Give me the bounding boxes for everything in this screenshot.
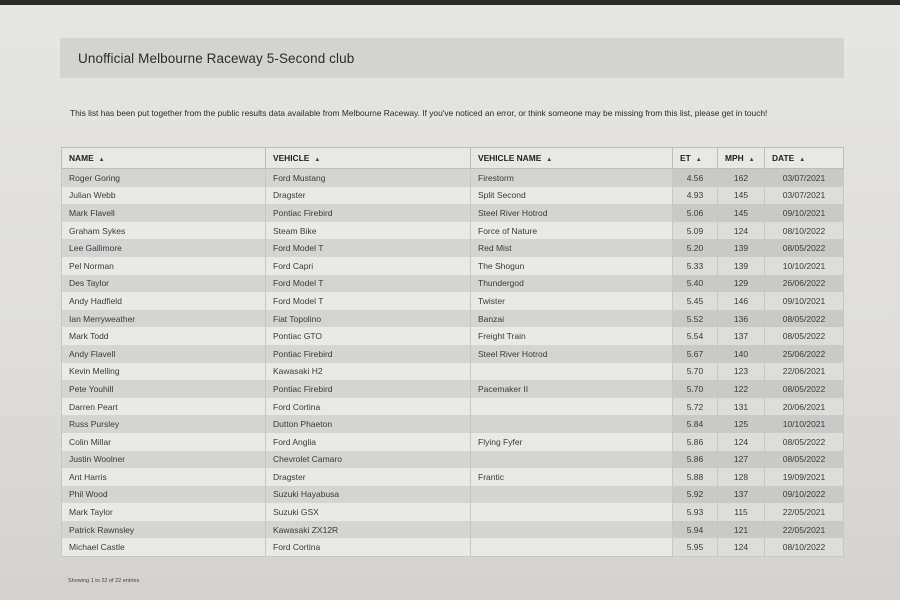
cell-mph: 124 — [718, 433, 765, 451]
cell-vehicle-name — [471, 503, 673, 521]
cell-et: 5.70 — [673, 363, 718, 381]
cell-date: 25/06/2022 — [765, 345, 844, 363]
cell-vehicle: Dragster — [266, 187, 471, 205]
cell-vehicle: Chevrolet Camaro — [266, 451, 471, 469]
cell-mph: 123 — [718, 363, 765, 381]
cell-vehicle-name: Steel River Hotrod — [471, 345, 673, 363]
cell-vehicle: Pontiac Firebird — [266, 345, 471, 363]
cell-name: Graham Sykes — [62, 222, 266, 240]
table-row — [62, 275, 844, 293]
cell-et: 5.45 — [673, 292, 718, 310]
cell-date: 03/07/2021 — [765, 169, 844, 187]
cell-et: 5.67 — [673, 345, 718, 363]
cell-name: Justin Woolner — [62, 451, 266, 469]
cell-vehicle-name: Pacemaker II — [471, 380, 673, 398]
cell-mph: 145 — [718, 204, 765, 222]
cell-et: 4.93 — [673, 187, 718, 205]
cell-et: 5.92 — [673, 486, 718, 504]
column-header-vehicle[interactable]: VEHICLE ▲ — [266, 148, 471, 169]
table-row — [62, 169, 844, 187]
table-info: Showing 1 to 22 of 22 entries — [68, 578, 140, 584]
cell-mph: 136 — [718, 310, 765, 328]
cell-et: 4.56 — [673, 169, 718, 187]
top-bezel — [0, 0, 900, 5]
cell-et: 5.06 — [673, 204, 718, 222]
cell-mph: 129 — [718, 275, 765, 293]
cell-name: Russ Pursley — [62, 415, 266, 433]
cell-vehicle-name — [471, 398, 673, 416]
cell-et: 5.88 — [673, 468, 718, 486]
cell-date: 08/05/2022 — [765, 380, 844, 398]
sort-icon: ▲ — [748, 157, 755, 163]
cell-et: 5.20 — [673, 239, 718, 257]
cell-vehicle-name: Twister — [471, 292, 673, 310]
cell-name: Andy Hadfield — [62, 292, 266, 310]
cell-date: 08/10/2022 — [765, 538, 844, 556]
table-row — [62, 239, 844, 257]
table-row — [62, 345, 844, 363]
table-row — [62, 257, 844, 275]
cell-mph: 137 — [718, 327, 765, 345]
cell-mph: 124 — [718, 538, 765, 556]
cell-vehicle-name — [471, 363, 673, 381]
cell-vehicle-name: Thundergod — [471, 275, 673, 293]
cell-vehicle-name: The Shogun — [471, 257, 673, 275]
cell-date: 20/06/2021 — [765, 398, 844, 416]
cell-date: 08/05/2022 — [765, 327, 844, 345]
cell-mph: 146 — [718, 292, 765, 310]
table-row — [62, 415, 844, 433]
cell-vehicle-name: Frantic — [471, 468, 673, 486]
cell-date: 10/10/2021 — [765, 415, 844, 433]
table-row — [62, 380, 844, 398]
cell-name: Ian Merryweather — [62, 310, 266, 328]
cell-vehicle: Suzuki Hayabusa — [266, 486, 471, 504]
cell-date: 10/10/2021 — [765, 257, 844, 275]
table-row — [62, 398, 844, 416]
sort-icon: ▲ — [314, 157, 321, 163]
cell-date: 03/07/2021 — [765, 187, 844, 205]
cell-mph: 145 — [718, 187, 765, 205]
cell-vehicle: Ford Capri — [266, 257, 471, 275]
cell-mph: 122 — [718, 380, 765, 398]
column-header-date[interactable]: DATE ▲ — [765, 148, 844, 169]
table-row — [62, 187, 844, 205]
cell-name: Michael Castle — [62, 538, 266, 556]
cell-vehicle-name: Banzai — [471, 310, 673, 328]
cell-vehicle-name: Flying Fyfer — [471, 433, 673, 451]
cell-vehicle: Fiat Topolino — [266, 310, 471, 328]
cell-date: 08/05/2022 — [765, 239, 844, 257]
cell-vehicle-name — [471, 486, 673, 504]
cell-name: Pete Youhill — [62, 380, 266, 398]
sort-icon: ▲ — [98, 157, 105, 163]
cell-vehicle-name: Freight Train — [471, 327, 673, 345]
cell-vehicle: Ford Model T — [266, 239, 471, 257]
table-row — [62, 503, 844, 521]
cell-date: 26/06/2022 — [765, 275, 844, 293]
cell-vehicle: Steam Bike — [266, 222, 471, 240]
cell-mph: 127 — [718, 451, 765, 469]
cell-et: 5.70 — [673, 380, 718, 398]
cell-et: 5.54 — [673, 327, 718, 345]
cell-date: 22/05/2021 — [765, 503, 844, 521]
cell-name: Lee Gallimore — [62, 239, 266, 257]
sort-icon: ▲ — [799, 157, 806, 163]
cell-name: Andy Flavell — [62, 345, 266, 363]
title-bar — [60, 38, 844, 78]
cell-date: 22/06/2021 — [765, 363, 844, 381]
cell-vehicle-name: Red Mist — [471, 239, 673, 257]
cell-vehicle: Pontiac Firebird — [266, 380, 471, 398]
cell-mph: 140 — [718, 345, 765, 363]
table-row — [62, 433, 844, 451]
cell-et: 5.95 — [673, 538, 718, 556]
column-header-mph[interactable]: MPH ▲ — [718, 148, 765, 169]
cell-name: Colin Millar — [62, 433, 266, 451]
cell-mph: 137 — [718, 486, 765, 504]
results-table — [61, 147, 844, 557]
cell-date: 08/05/2022 — [765, 310, 844, 328]
cell-name: Roger Goring — [62, 169, 266, 187]
cell-et: 5.84 — [673, 415, 718, 433]
table-row — [62, 310, 844, 328]
cell-vehicle: Ford Model T — [266, 292, 471, 310]
cell-vehicle-name: Force of Nature — [471, 222, 673, 240]
cell-et: 5.86 — [673, 451, 718, 469]
cell-name: Kevin Melling — [62, 363, 266, 381]
cell-vehicle: Dragster — [266, 468, 471, 486]
cell-date: 22/05/2021 — [765, 521, 844, 539]
cell-et: 5.72 — [673, 398, 718, 416]
cell-mph: 139 — [718, 239, 765, 257]
table-row — [62, 292, 844, 310]
column-header-et[interactable]: ET ▲ — [673, 148, 718, 169]
cell-date: 08/05/2022 — [765, 451, 844, 469]
cell-name: Des Taylor — [62, 275, 266, 293]
cell-et: 5.09 — [673, 222, 718, 240]
table-row — [62, 538, 844, 556]
header-row — [62, 148, 844, 169]
cell-vehicle-name — [471, 451, 673, 469]
cell-vehicle: Suzuki GSX — [266, 503, 471, 521]
cell-date: 09/10/2022 — [765, 486, 844, 504]
table-row — [62, 451, 844, 469]
page-title: Unofficial Melbourne Raceway 5-Second club — [78, 50, 355, 66]
cell-name: Ant Harris — [62, 468, 266, 486]
cell-vehicle-name: Firestorm — [471, 169, 673, 187]
cell-vehicle: Ford Cortina — [266, 398, 471, 416]
cell-vehicle-name: Split Second — [471, 187, 673, 205]
cell-mph: 115 — [718, 503, 765, 521]
cell-vehicle-name — [471, 415, 673, 433]
cell-name: Phil Wood — [62, 486, 266, 504]
cell-mph: 131 — [718, 398, 765, 416]
table-row — [62, 486, 844, 504]
cell-name: Darren Peart — [62, 398, 266, 416]
table-row — [62, 521, 844, 539]
cell-vehicle-name — [471, 521, 673, 539]
cell-et: 5.94 — [673, 521, 718, 539]
cell-date: 08/10/2022 — [765, 222, 844, 240]
table-row — [62, 222, 844, 240]
cell-vehicle: Pontiac GTO — [266, 327, 471, 345]
table-header — [62, 148, 844, 169]
column-header-name[interactable]: NAME ▲ — [62, 148, 266, 169]
sort-icon: ▲ — [695, 157, 702, 163]
table-row — [62, 327, 844, 345]
cell-date: 09/10/2021 — [765, 292, 844, 310]
cell-vehicle: Ford Anglia — [266, 433, 471, 451]
cell-name: Julian Webb — [62, 187, 266, 205]
cell-mph: 128 — [718, 468, 765, 486]
intro-text: This list has been put together from the public results data available from Melbourne Raceway. If you've noticed an error, or think someone may be missing from this list, please get in touch! — [70, 108, 768, 118]
cell-vehicle-name: Steel River Hotrod — [471, 204, 673, 222]
cell-mph: 125 — [718, 415, 765, 433]
cell-vehicle: Dutton Phaeton — [266, 415, 471, 433]
cell-vehicle: Pontiac Firebird — [266, 204, 471, 222]
cell-vehicle: Ford Model T — [266, 275, 471, 293]
cell-name: Mark Todd — [62, 327, 266, 345]
cell-et: 5.86 — [673, 433, 718, 451]
cell-name: Patrick Rawnsley — [62, 521, 266, 539]
cell-vehicle: Ford Cortina — [266, 538, 471, 556]
cell-date: 09/10/2021 — [765, 204, 844, 222]
column-header-vehicle-name[interactable]: VEHICLE NAME ▲ — [471, 148, 673, 169]
cell-date: 19/09/2021 — [765, 468, 844, 486]
cell-et: 5.52 — [673, 310, 718, 328]
cell-name: Mark Flavell — [62, 204, 266, 222]
cell-mph: 139 — [718, 257, 765, 275]
cell-et: 5.33 — [673, 257, 718, 275]
table-row — [62, 363, 844, 381]
cell-vehicle: Ford Mustang — [266, 169, 471, 187]
sort-icon: ▲ — [546, 157, 553, 163]
cell-et: 5.93 — [673, 503, 718, 521]
cell-vehicle: Kawasaki H2 — [266, 363, 471, 381]
cell-et: 5.40 — [673, 275, 718, 293]
cell-mph: 162 — [718, 169, 765, 187]
cell-vehicle-name — [471, 538, 673, 556]
cell-date: 08/05/2022 — [765, 433, 844, 451]
cell-mph: 124 — [718, 222, 765, 240]
table-body — [62, 169, 844, 557]
cell-mph: 121 — [718, 521, 765, 539]
table-row — [62, 204, 844, 222]
cell-name: Mark Taylor — [62, 503, 266, 521]
table-row — [62, 468, 844, 486]
cell-vehicle: Kawasaki ZX12R — [266, 521, 471, 539]
cell-name: Pel Norman — [62, 257, 266, 275]
